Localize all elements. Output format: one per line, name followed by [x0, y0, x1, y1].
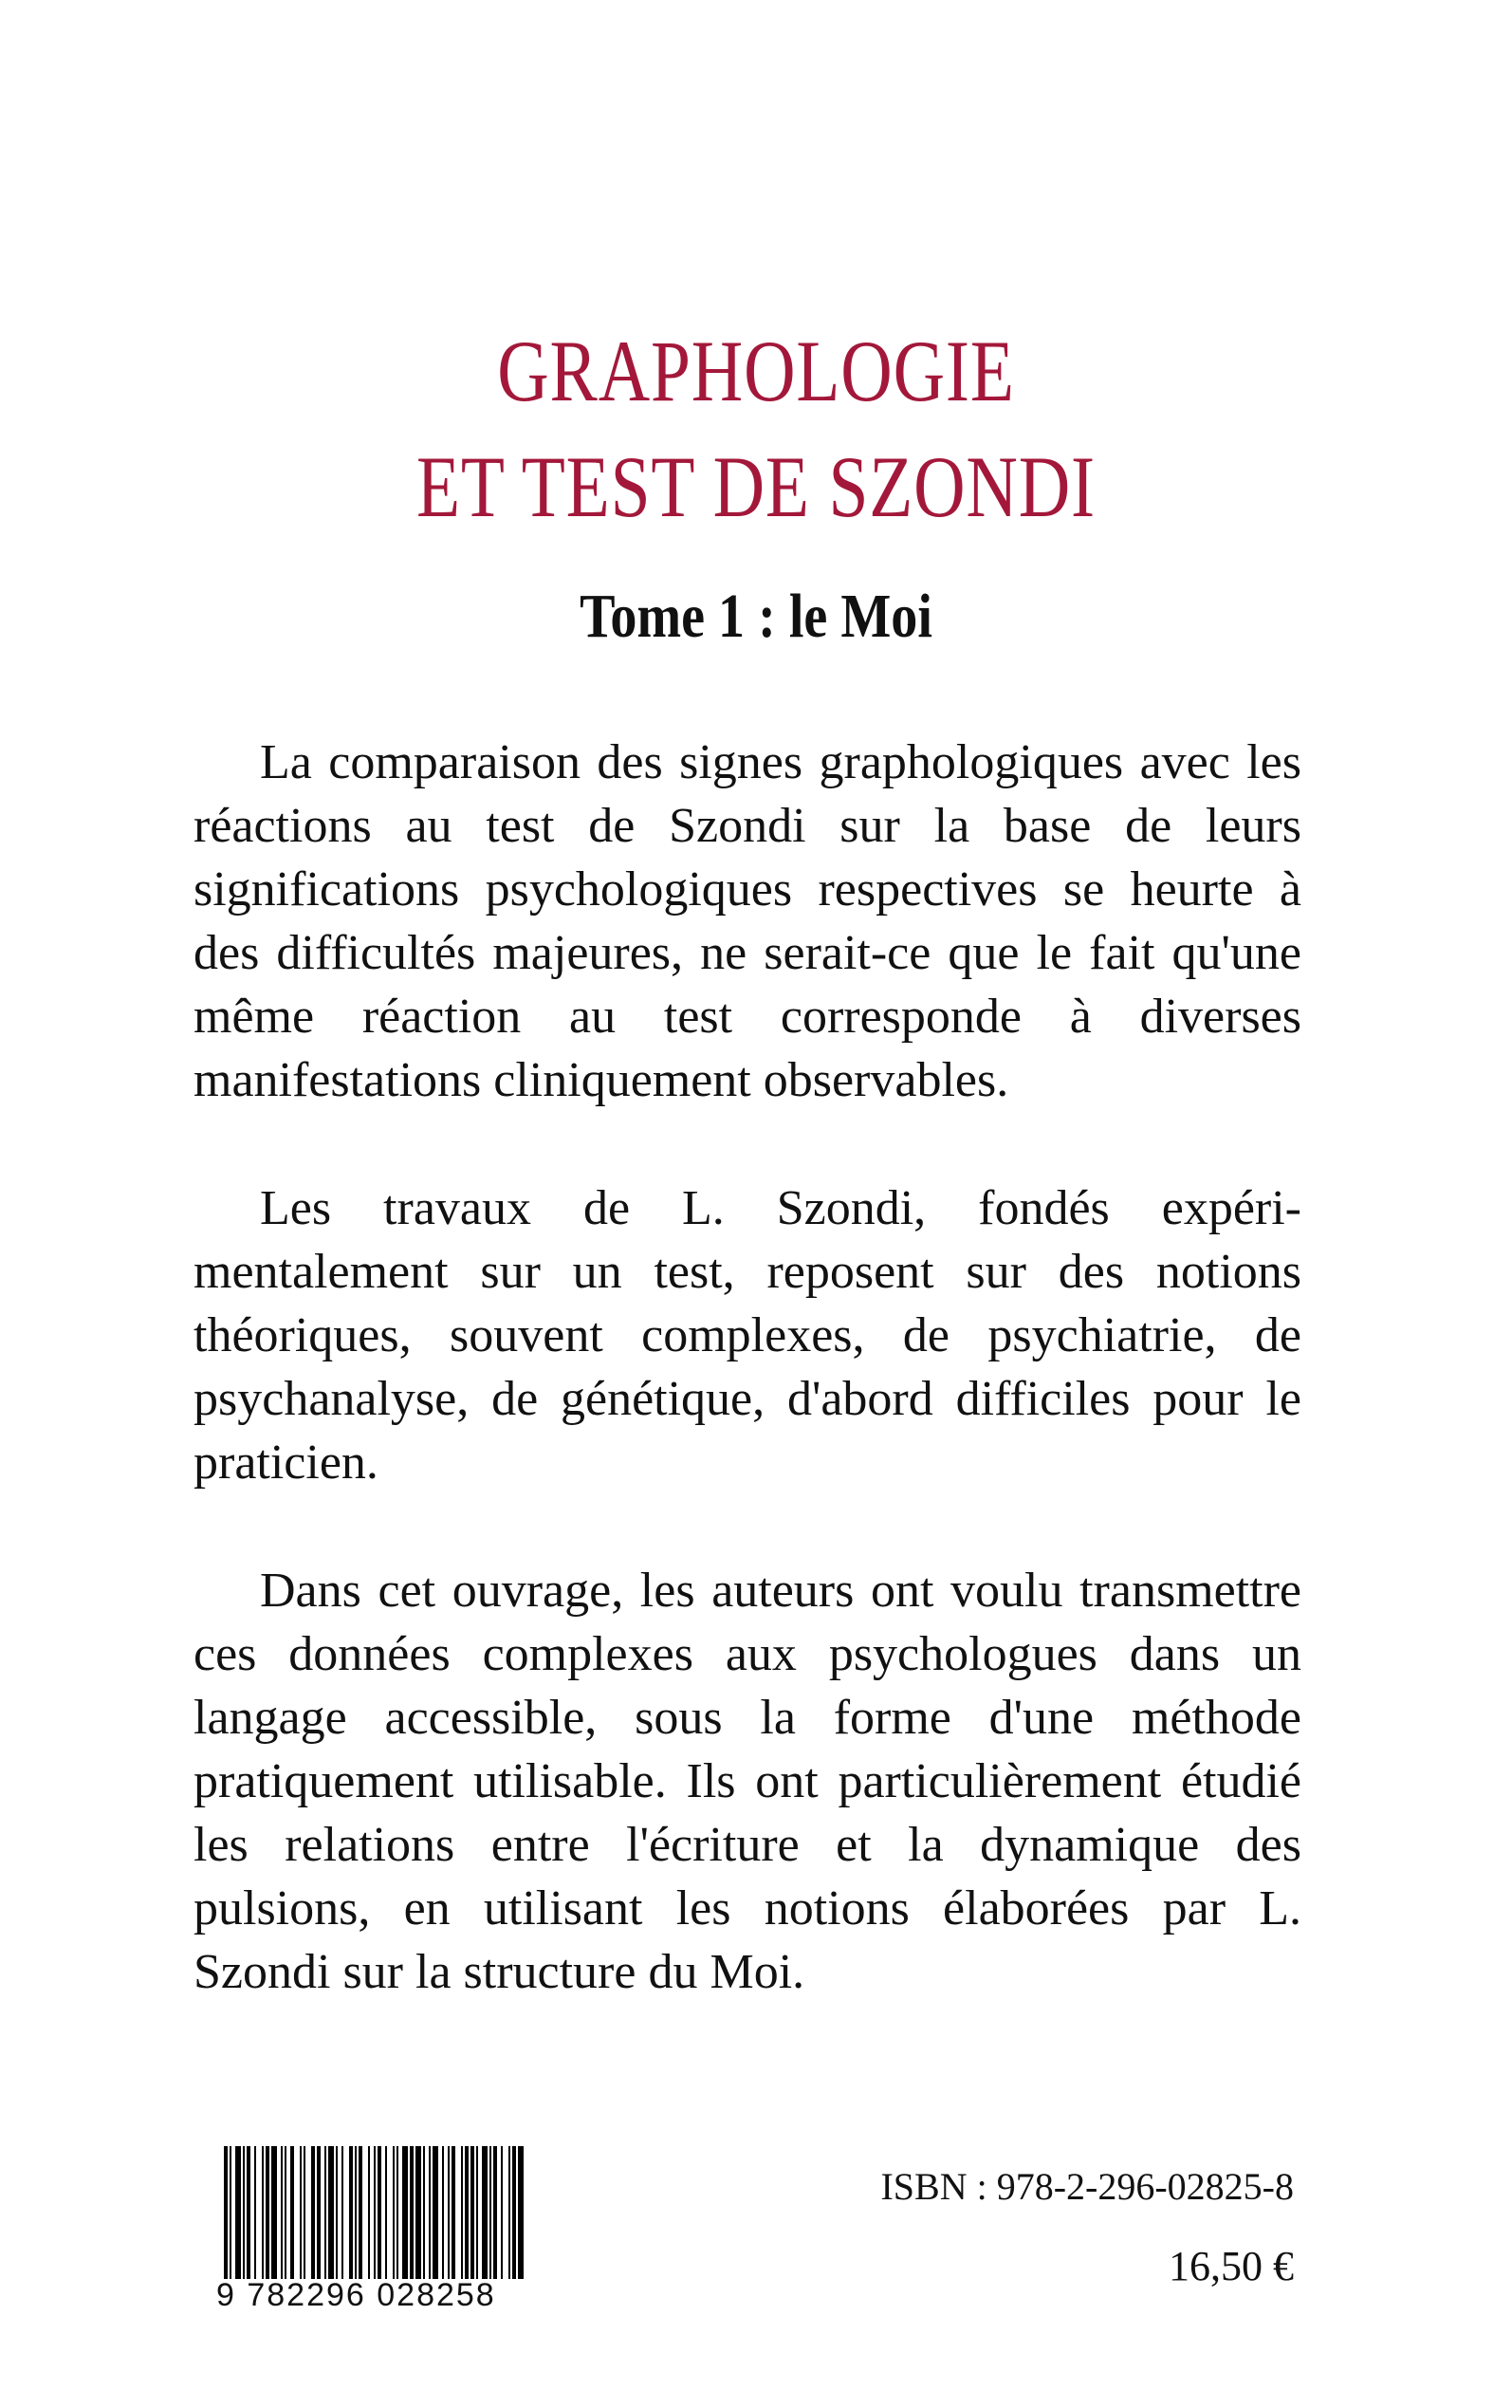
barcode-bar	[518, 2146, 524, 2279]
barcode-bar	[328, 2146, 334, 2279]
barcode-bar	[423, 2146, 425, 2279]
barcode-bar	[262, 2146, 264, 2279]
barcode-bar	[359, 2146, 362, 2279]
barcode-bar	[476, 2146, 478, 2279]
barcode-bar	[355, 2146, 357, 2279]
barcode-bar	[235, 2146, 241, 2279]
barcode-bar	[266, 2146, 269, 2279]
blurb	[194, 731, 1301, 2068]
barcode-bar	[368, 2146, 370, 2279]
barcode-bar	[230, 2146, 231, 2279]
price: 16,50 €	[1169, 2243, 1294, 2289]
barcode-bar	[482, 2146, 488, 2279]
barcode-bar	[396, 2146, 398, 2279]
barcode-bar	[402, 2146, 408, 2279]
barcode-bar	[433, 2146, 438, 2279]
barcode-bar	[224, 2146, 228, 2279]
barcode-digits: 9 782296 028258	[216, 2277, 496, 2313]
barcode-bar	[254, 2146, 256, 2279]
barcode-bar	[415, 2146, 421, 2279]
barcode-bar	[349, 2146, 353, 2279]
barcode-bar	[429, 2146, 431, 2279]
title-line-1: GRAPHOLOGIE	[497, 323, 1015, 419]
barcode-bar	[493, 2146, 497, 2279]
title-block	[0, 313, 1512, 655]
barcode-bar	[461, 2146, 463, 2279]
barcode-bar	[336, 2146, 338, 2279]
blurb-paragraph-2: Les travaux de L. Szondi, fondés expéri-mentalement sur un test, reposent sur des notions théoriques, souvent complexes, de psychiatrie, de psychanalyse, de génétique, d'abord difficiles pour le praticien.	[194, 1181, 1301, 1490]
barcode-bar	[465, 2146, 469, 2279]
barcode-bar	[442, 2146, 444, 2279]
barcode-bar	[508, 2146, 510, 2279]
barcode-bar	[300, 2146, 302, 2279]
barcode-bar	[304, 2146, 305, 2279]
isbn: ISBN : 978-2-296-02825-8	[880, 2165, 1294, 2208]
barcode-bar	[410, 2146, 414, 2279]
barcode-bar	[290, 2146, 294, 2279]
subtitle: Tome 1 : le Moi	[580, 582, 932, 651]
barcode-bar	[281, 2146, 283, 2279]
barcode-bar	[324, 2146, 326, 2279]
barcode-bar	[285, 2146, 286, 2279]
barcode-bar	[374, 2146, 376, 2279]
barcode-bars-icon	[216, 2146, 529, 2279]
barcode-bar	[378, 2146, 381, 2279]
barcode-bar	[317, 2146, 321, 2279]
barcode-bar	[489, 2146, 491, 2279]
blurb-paragraph-3: Dans cet ouvrage, les auteurs ont voulu transmettre ces données complexes aux psychologues dans un langage accessible, sous la forme d'une méthode pratiquement utilisable. Ils ont particulièrement étudié les relations entre l'écriture et la dynamique des pulsions, en utilisant les notions élaborées par L. Szondi sur la structure du Moi.	[194, 1564, 1301, 1999]
barcode-bar	[501, 2146, 503, 2279]
barcode-bar	[247, 2146, 250, 2279]
blurb-paragraph-1: La comparaison des signes graphologiques avec les réactions au test de Szondi sur la base de leurs significations psychologiques respectives se heurte à des difficultés majeures, ne serait-ce que le fait qu'une même réaction au test corresponde à diverses manifestations cliniquement observables.	[194, 735, 1301, 1107]
barcode-bar	[448, 2146, 450, 2279]
title-line-2: ET TEST DE SZONDI	[416, 438, 1096, 535]
barcode-bar	[452, 2146, 455, 2279]
barcode-bar	[271, 2146, 277, 2279]
barcode-bar	[311, 2146, 315, 2279]
barcode-bar	[393, 2146, 395, 2279]
barcode-bar	[243, 2146, 245, 2279]
barcode-bar	[470, 2146, 474, 2279]
barcode-bar	[512, 2146, 516, 2279]
barcode-bar	[341, 2146, 343, 2279]
barcode-bar	[385, 2146, 387, 2279]
barcode	[216, 2146, 529, 2345]
